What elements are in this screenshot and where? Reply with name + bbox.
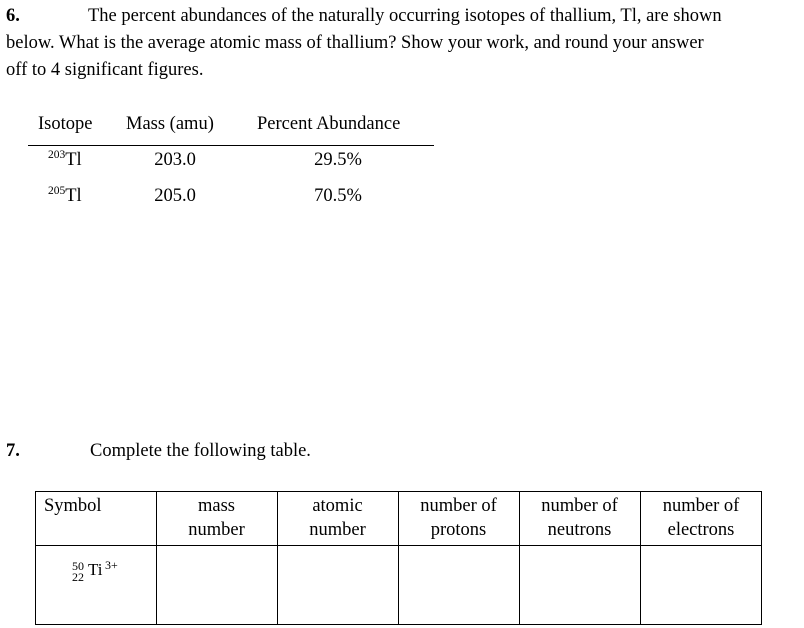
header-line: protons bbox=[430, 520, 487, 540]
mass-number-header bbox=[156, 494, 277, 542]
isotope-abundance: 70.5% bbox=[314, 186, 362, 206]
isotope-element: Tl bbox=[65, 186, 82, 206]
answer-cell-neutrons[interactable] bbox=[520, 546, 640, 624]
question-6-number: 6. bbox=[6, 6, 20, 26]
question-7-number: 7. bbox=[6, 441, 20, 461]
answer-cell-atomic-number[interactable] bbox=[278, 546, 398, 624]
ion-element: Ti bbox=[88, 560, 103, 579]
isotope-mass: 205.0 bbox=[154, 186, 196, 206]
ion-charge: 3+ bbox=[105, 558, 118, 572]
isotope-symbol bbox=[48, 186, 82, 207]
header-line: number of bbox=[541, 496, 618, 516]
mass-header: Mass (amu) bbox=[126, 114, 214, 134]
protons-header bbox=[398, 494, 519, 542]
symbol-header: Symbol bbox=[44, 496, 102, 516]
isotope-abundance: 29.5% bbox=[314, 150, 362, 170]
header-line: atomic bbox=[312, 496, 363, 516]
question-6-line-1: The percent abundances of the naturally occurring isotopes of thallium, Tl, are shown bbox=[88, 6, 722, 26]
percent-abundance-header: Percent Abundance bbox=[257, 114, 401, 134]
atomic-number-header bbox=[277, 494, 398, 542]
neutrons-header bbox=[519, 494, 640, 542]
header-line: electrons bbox=[667, 520, 735, 540]
electrons-header bbox=[640, 494, 762, 542]
isotope-table-header-rule bbox=[28, 145, 434, 146]
isotope-symbol bbox=[48, 150, 82, 171]
header-line: number of bbox=[662, 496, 740, 516]
isotope-mass-number: 203 bbox=[48, 149, 66, 161]
ion-symbol bbox=[72, 558, 132, 588]
header-line: number bbox=[188, 520, 245, 540]
isotope-element: Tl bbox=[65, 150, 82, 170]
question-6-line-2: below. What is the average atomic mass of thallium? Show your work, and round your answer bbox=[6, 33, 704, 53]
header-line: neutrons bbox=[547, 520, 612, 540]
question-6-line-3: off to 4 significant figures. bbox=[6, 60, 204, 80]
header-line: number bbox=[309, 520, 366, 540]
ion-atomic-number: 22 bbox=[72, 570, 84, 584]
header-line: number of bbox=[420, 496, 497, 516]
answer-cell-protons[interactable] bbox=[399, 546, 519, 624]
answer-cell-electrons[interactable] bbox=[641, 546, 761, 624]
ion-mass-number: 50 bbox=[72, 559, 84, 573]
header-line: mass bbox=[198, 496, 235, 516]
isotope-mass: 203.0 bbox=[154, 150, 196, 170]
isotope-mass-number: 205 bbox=[48, 185, 66, 197]
question-7-prompt: Complete the following table. bbox=[90, 441, 311, 461]
answer-cell-mass-number[interactable] bbox=[157, 546, 277, 624]
isotope-header: Isotope bbox=[38, 114, 93, 134]
